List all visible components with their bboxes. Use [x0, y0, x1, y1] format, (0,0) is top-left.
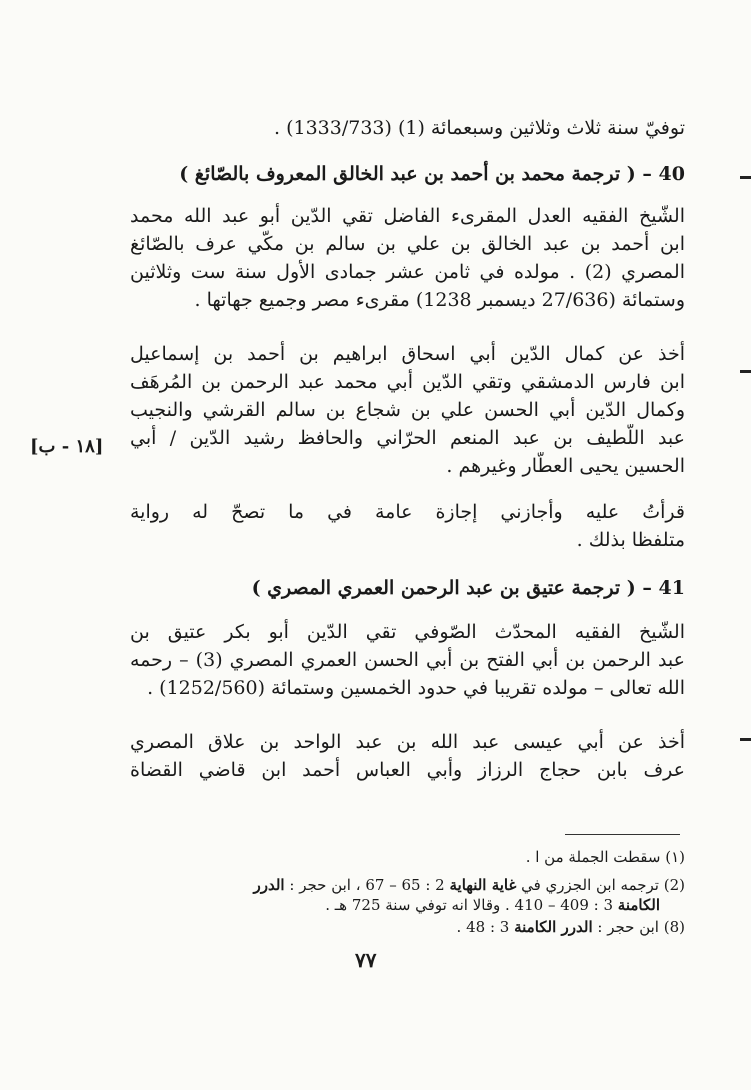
entry-41-p1-line: الشّيخ الفقيه المحدّث الصّوفي تقي الدّين أبو بكر عتيق بن — [130, 621, 685, 643]
entry-40-heading — [120, 160, 685, 188]
footnote-3-book: الدرر الكامنة — [514, 918, 593, 936]
entry-40-number: 40 – — [642, 163, 685, 185]
folio-margin-note: [١٨ - ب] — [30, 436, 104, 457]
margin-mark-1 — [740, 176, 751, 179]
footnote-3-ref: 3 : 48 . — [456, 918, 510, 936]
entry-41-p2-line: أخذ عن أبي عيسى عبد الله بن عبد الواحد بن علاق المصري — [130, 731, 685, 753]
footnote-2-book2: الدرر — [253, 876, 285, 894]
margin-mark-3 — [740, 738, 751, 741]
entry-41-p1-line: عبد الرحمن بن أبي الفتح بن أبي الحسن العمري المصري (3) – رحمه — [130, 649, 685, 671]
entry-41-title: ( ترجمة عتيق بن عبد الرحمن العمري المصري ) — [251, 577, 636, 599]
entry-40-p2-line: أخذ عن كمال الدّين أبي اسحاق ابراهيم بن أحمد بن إسماعيل — [130, 343, 685, 365]
footnote-2-rest: 3 : 409 – 410 . وقالا انه توفي سنة 725 هـ . — [325, 896, 614, 914]
entry-40-title: ( ترجمة محمد بن أحمد بن عبد الخالق المعروف بالصّائغ ) — [179, 163, 636, 185]
footnote-2-cont — [130, 894, 660, 916]
footnote-2-book2-cont: الكامنة — [617, 896, 660, 914]
footnote-3-text: (8) ابن حجر : — [597, 918, 685, 936]
footnote-2-text: (2) ترجمه ابن الجزري في — [521, 876, 685, 894]
entry-40-p2-line: ابن فارس الدمشقي وتقي الدّين أبي محمد عبد الرحمن بن المُرهَف — [130, 371, 685, 393]
footnote-rule — [565, 834, 680, 835]
entry-40-p2-line: الحسين يحيى العطّار وغيرهم . — [446, 455, 685, 477]
footnote-2 — [130, 874, 685, 896]
entry-41-heading — [180, 574, 685, 602]
entry-41-p2-line: عرف بابن حجاج الرزاز وأبي العباس أحمد ابن قاضي القضاة — [130, 759, 685, 781]
entry-40-p1-line: الشّيخ الفقيه العدل المقرىء الفاضل تقي الدّين أبو عبد الله محمد — [130, 205, 685, 227]
entry-40-p3-line: قرأتُ عليه وأجازني إجازة عامة في ما تصحّ له رواية — [130, 501, 685, 523]
footnote-2-book: غاية النهاية — [449, 876, 517, 894]
intro-line: توفيّ سنة ثلاث وثلاثين وسبعمائة (1) (1333/733) . — [273, 117, 685, 139]
entry-40-p2-line: عبد اللّطيف بن عبد المنعم الحرّاني والحافظ رشيد الدّين / أبي — [130, 427, 685, 449]
footnote-2-ref: 2 : 65 – 67 ، ابن حجر : — [289, 876, 445, 894]
page-number: ٧٧ — [355, 948, 377, 972]
entry-41-p1-line: الله تعالى – مولده تقريبا في حدود الخمسين وستمائة (1252/560) . — [147, 677, 685, 699]
entry-40-p1-line: وستمائة (27/636 ديسمبر 1238) مقرىء مصر وجميع جهاتها . — [194, 289, 685, 311]
margin-mark-2 — [740, 370, 751, 373]
entry-40-p1-line: ابن أحمد بن عبد الخالق بن علي بن سالم بن مكّي عرف بالصّائغ — [130, 233, 685, 255]
entry-40-p1-line: المصري (2) . مولده في ثامن عشر جمادى الأول سنة ست وثلاثين — [130, 261, 685, 283]
entry-41-number: 41 – — [642, 577, 685, 599]
entry-40-p3-line: متلفظا بذلك . — [576, 529, 685, 551]
footnote-3 — [130, 916, 685, 938]
footnote-1: (١) سقطت الجملة من ا . — [525, 848, 685, 866]
entry-40-p2-line: وكمال الدّين أبي الحسن علي بن شجاع بن سالم القرشي والنجيب — [130, 399, 685, 421]
